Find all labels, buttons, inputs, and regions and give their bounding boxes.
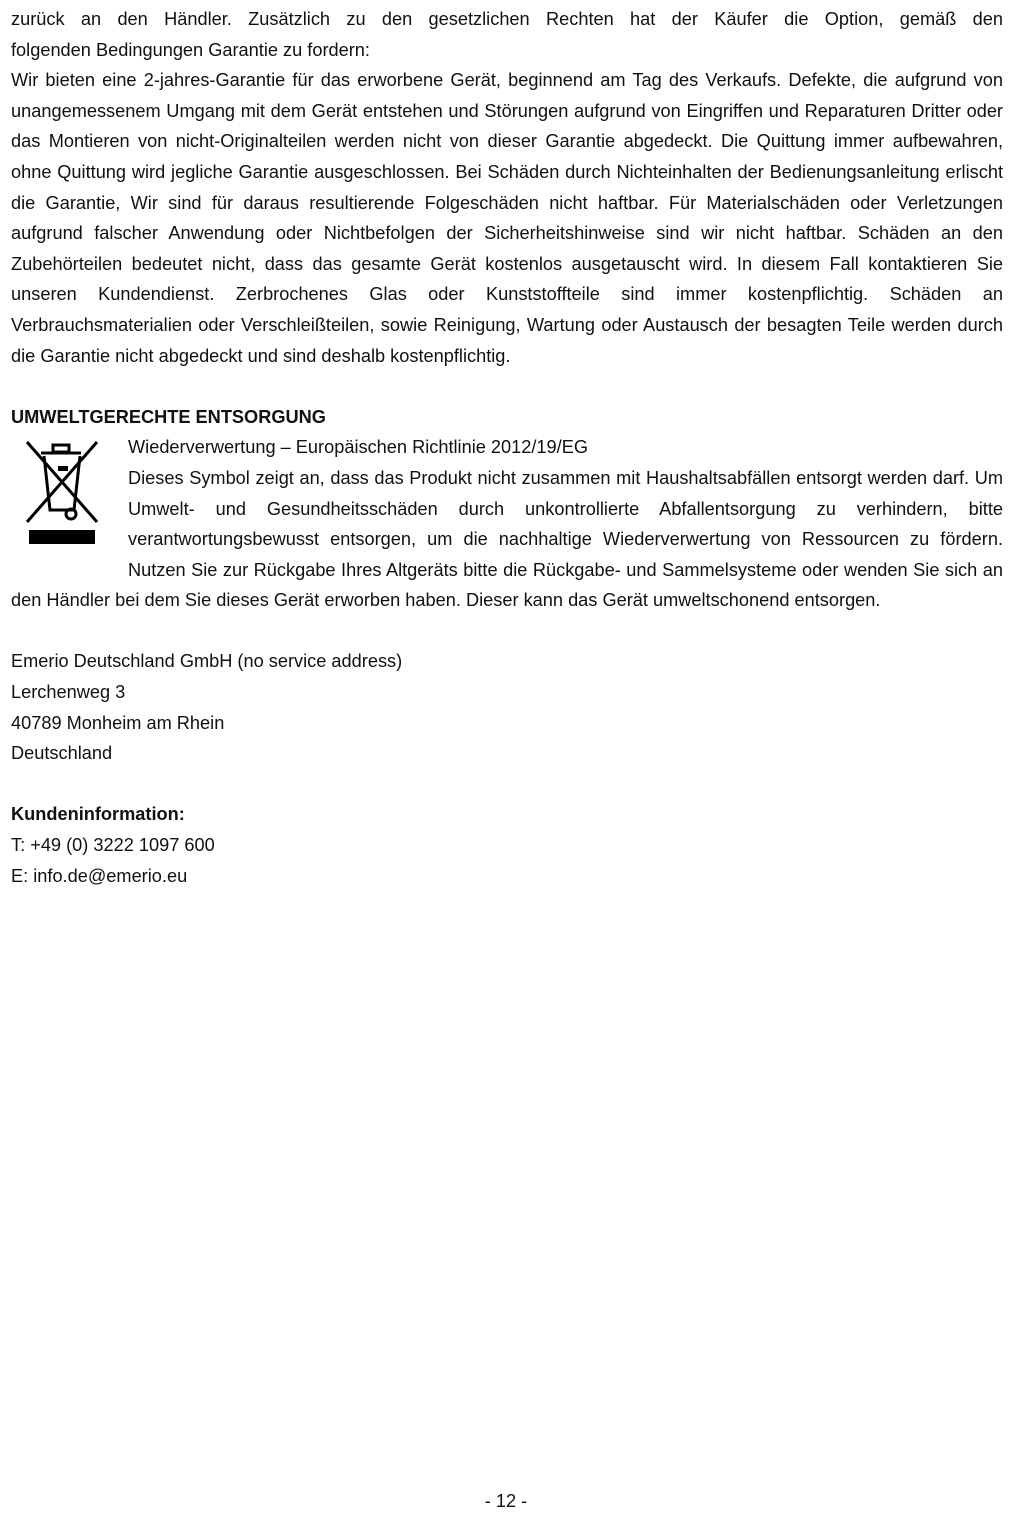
disposal-directive: Wiederverwertung – Europäischen Richtlinie 2012/19/EG: [128, 437, 588, 458]
weee-bar-icon: [29, 530, 95, 544]
company-country: Deutschland: [11, 743, 113, 764]
company-street: Lerchenweg 3: [11, 682, 126, 703]
disposal-text: Dieses Symbol zeigt an, dass das Produkt nicht zusammen mit Haushaltsabfällen entsorgt werden darf. Um Umwelt- und Gesundheitsschäden durch unkontrollierte Abfallentsorgung zu verhindern, bitte verantwortungsbewusst entsorgen, um die nachhaltige Wiederverwertung von Ressourcen zu fördern. Nutzen Sie zur Rückgabe Ihres Altgeräts bitte die Rückgabe- und Sammelsysteme oder wenden Sie sich an den Händler bei dem Sie dieses Gerät erworben haben. Dieser kann das Gerät umweltschonend entsorgen.: [11, 467, 1003, 611]
company-name: Emerio Deutschland GmbH (no service address): [11, 651, 403, 672]
warranty-paragraph: Wir bieten eine 2-jahres-Garantie für das erworbene Gerät, beginnend am Tag des Verkaufs. Defekte, die aufgrund von unangemessenem Umgang mit dem Gerät entstehen und Störungen aufgrund von Eingriffen und Reparaturen Dritter oder das Montieren von nicht-Originalteilen werden nicht von dieser Garantie abgedeckt. Die Quittung immer aufbewahren, ohne Quittung wird jegliche Garantie ausgeschlossen. Bei Schäden durch Nichteinhalten der Bedienungsanleitung erlischt die Garantie, Wir sind für daraus resultierende Folgeschäden nicht haftbar. Für Materialschäden oder Verletzungen aufgrund falscher Anwendung oder Nichtbefolgen der Sicherheitshinweise sind wir nicht haftbar. Schäden an den Zubehörteilen bedeutet nicht, dass das gesamte Gerät kostenlos ausgetauscht wird. In diesem Fall kontaktieren Sie unseren Kundendienst. Zerbrochenes Glas oder Kunststoffteile sind immer kostenpflichtig. Schäden an Verbrauchsmaterialien oder Verschleißteilen, sowie Reinigung, Wartung oder Austausch der besagten Teile werden durch die Garantie nicht abgedeckt und sind deshalb kostenpflichtig.: [11, 70, 1003, 366]
customer-phone: T: +49 (0) 3222 1097 600: [11, 835, 215, 856]
weee-crossed-out-bin-icon: [11, 436, 111, 558]
warranty-intro-line-2: folgenden Bedingungen Garantie zu fordern:: [11, 39, 370, 60]
page-number: - 12 -: [484, 1491, 528, 1511]
customer-info-heading: Kundeninformation:: [11, 804, 185, 825]
company-address: [11, 646, 1003, 768]
warranty-intro-line-1: zurück an den Händler. Zusätzlich zu den gesetzlichen Rechten hat der Käufer die Option, gemäß den: [11, 9, 1003, 29]
disposal-heading: UMWELTGERECHTE ENTSORGUNG: [11, 406, 326, 427]
document-page: [11, 4, 1003, 891]
customer-info: [11, 799, 1003, 891]
disposal-section: [11, 432, 1003, 616]
company-city: 40789 Monheim am Rhein: [11, 712, 225, 733]
customer-email: E: info.de@emerio.eu: [11, 865, 188, 886]
